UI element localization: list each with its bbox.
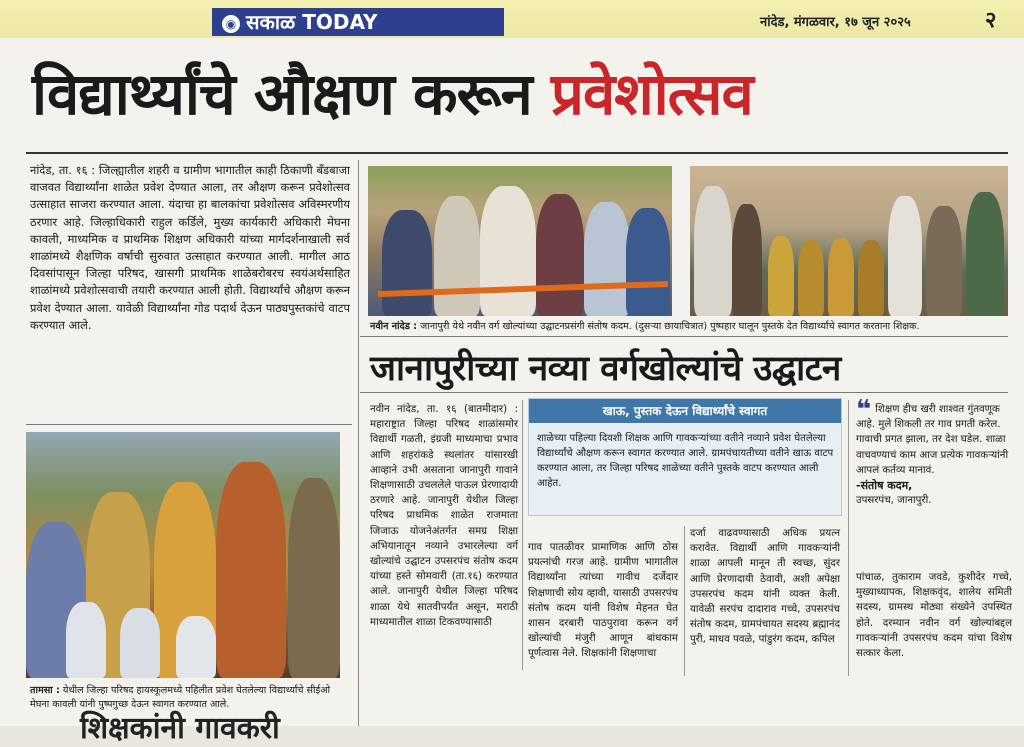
caption-text: जानापुरी येथे नवीन वर्ग खोल्यांच्या उद्घाटनप्रसंगी संतोष कदम. (दुसऱ्या छायाचित्रात) पुष्पहार घालून पुस्तके देत विद्यार्थ्यांचे स्वागत करताना शिक्षक.	[420, 321, 920, 332]
caption-place: नवीन नांदेड :	[370, 321, 418, 332]
column-divider	[684, 526, 685, 676]
article-column-2: गाव पातळीवर प्रामाणिक आणि ठोस प्रयत्नांची गरज आहे. ग्रामीण भागातील विद्यार्थ्यांना त्यांच्या गावीच दर्जेदार शिक्षणाची सोय व्हावी, यासाठी उपसरपंच संतोष कदम यांनी विशेष मेहनत घेत शासन दरबारी पाठपुरावा करून वर्ग खोल्यांची मंजुरी आणून बांधकाम पूर्णत्वास नेले. शिक्षकांनी शिक्षणाचा	[528, 542, 678, 660]
next-headline-partial: शिक्षकांनी गावकरी	[80, 711, 280, 746]
quote-text: शिक्षण हीच खरी शाश्वत गुंतवणूक आहे. मुले शिकली तर गाव प्रगती करेल. गावाची प्रगत झाला, तर देश घडेल. शाळा वाचवण्याचं काम आज प्रत्येक गावकऱ्यांनी आपलं कर्तव्य मानावं.	[856, 404, 1009, 476]
article-column-4: पांचाळ, तुकाराम जवडे, कुशीदेर गच्चे, मुख्याध्यापक, शिक्षकवृंद, शालेय समिती सदस्य, ग्रामस्थ मोठ्या संख्येने उपस्थित होते. दरम्यान नवीन वर्ग खोल्यांबद्दल गावकऱ्यांनी उपसरपंच कदम यांचा विशेष सत्कार केला.	[856, 572, 1012, 660]
newspaper-logo	[212, 8, 504, 36]
caption-text: येथील जिल्हा परिषद हायस्कूलमध्ये पहिलीत प्रवेश घेतलेल्या विद्यार्थ्यांचे सीईओ मेघना कावली यांनी पुष्पगुच्छ देऊन स्वागत करण्यात आले.	[30, 685, 331, 710]
top-photo-caption	[370, 320, 1010, 333]
logo-text: सकाळ TODAY	[246, 10, 378, 34]
quote-author: -संतोष कदम,	[856, 479, 913, 493]
sub-headline: जानापुरीच्या नव्या वर्गखोल्यांचे उद्घाटन	[370, 349, 841, 389]
masthead	[0, 0, 1024, 38]
divider	[360, 336, 1008, 337]
article-column-1: नवीन नांदेड, ता. १६ (बातमीदार) : महाराष्ट्रात जिल्हा परिषद शाळांसमोर विद्यार्थी गळती, इंग्रजी माध्यमाचा प्रभाव आणि शहरांकडे स्थलांतर यांसारखी आव्हाने उभी असताना जानापुरी गावाने शिक्षणासाठी उचललेले पाऊल प्रेरणादायी ठरणारे आहे. जानापुरी येथील जिल्हा परिषद प्राथमिक शाळेत राजमाता जिजाऊ योजनेअंतर्गत समग्र शिक्षा अभियानातून नव्याने उभारलेल्या वर्ग खोल्यांचे उद्घाटन उपसरपंच संतोष कदम यांच्या हस्ते सोमवारी (ता.१६) करण्यात आले. जानापुरी येथील जिल्हा परिषद शाळा येथे सातवीपर्यंत असून, मराठी माध्यमातील शाळा टिकवण्यासाठी	[370, 404, 518, 628]
student-welcome-photo	[690, 166, 1008, 316]
column-divider	[522, 400, 523, 670]
quote-author-role: उपसरपंच, जानापुरी.	[856, 495, 932, 507]
quote-mark-icon: ❝	[856, 395, 872, 425]
headline-part1: विद्यार्थ्यांचे औक्षण करून	[32, 60, 532, 128]
divider	[360, 392, 1008, 393]
article-column-3: दर्जा वाढवण्यासाठी अधिक प्रयत्न करावेत. विद्यार्थी आणि गावकऱ्यांनी शाळा आपली मानून ती स्वच्छ, सुंदर आणि प्रेरणादायी ठेवावी, अशी अपेक्षा उपसरपंच कदम यांनी व्यक्त केली. यावेळी सरपंच दादाराव गच्चे, उपसरपंच संतोष कदम, ग्रामपंचायत सदस्य ब्रह्मानंद पुरी, माधव पवळे, पांडुरंग कदम, कपिल	[690, 528, 840, 646]
tamsa-school-photo	[26, 432, 340, 678]
column-divider	[358, 160, 359, 726]
lede-article: नांदेड, ता. १६ : जिल्ह्यातील शहरी व ग्रामीण भागातील काही ठिकाणी बँडबाजा वाजवत विद्यार्थ्यांना शाळेत प्रवेश देण्यात आला, तर औक्षण करून प्रवेशोत्सव उत्साहात साजरा करण्यात आला. यंदाचा हा बालकांचा प्रवेशोत्सव अविस्मरणीय ठरणार आहे. जिल्हाधिकारी राहुल कर्डिले, मुख्य कार्यकारी अधिकारी मेघना कावली, माध्यमिक व प्राथमिक शिक्षण अधिकारी यांच्या मार्गदर्शनाखाली सर्व शाळांमध्ये शैक्षणिक वर्षाची सुरुवात उत्साहात करण्यात आली. मागील आठ दिवसांपासून जिल्हा परिषद, खासगी प्राथमिक शाळेबरोबरच स्वयंअर्थसाहित शाळांमध्ये प्रवेशोत्सवाची तयारी करण्यात आली होती. विद्यार्थ्यांचे औक्षण करून प्रवेश देण्यात आला. यावेळी विद्यार्थ्यांना गोड पदार्थ देऊन पाठ्यपुस्तकांचे वाटप करण्यात आले.	[30, 163, 350, 332]
pull-quote	[856, 395, 1012, 508]
sidebox-body: शाळेच्या पहिल्या दिवशी शिक्षक आणि गावकऱ्यांच्या वतीने नव्याने प्रवेश घेतलेल्या विद्यार्थ्यांचे औक्षण करून स्वागत करण्यात आले. ग्रामपंचायतीच्या वतीने खाऊ वाटप करण्यात आला, तर जिल्हा परिषद शाळेच्या वतीने पुस्तके वाटप करण्यात आली आहेत.	[537, 433, 834, 489]
caption-place: तामसा :	[30, 685, 60, 696]
column-divider	[848, 400, 849, 676]
page-number: २	[985, 8, 997, 33]
headline-part2: प्रवेशोत्सव	[550, 60, 753, 128]
edition-date: नांदेड, मंगळवार, १७ जून २०२५	[760, 15, 911, 30]
sakal-logo-icon: ◉	[222, 15, 240, 33]
sidebox-title: खाऊ, पुस्तक देऊन विद्यार्थ्यांचे स्वागत	[529, 399, 841, 423]
divider	[26, 424, 352, 425]
sidebox	[528, 398, 842, 516]
main-headline	[32, 52, 753, 131]
divider	[26, 152, 1008, 154]
